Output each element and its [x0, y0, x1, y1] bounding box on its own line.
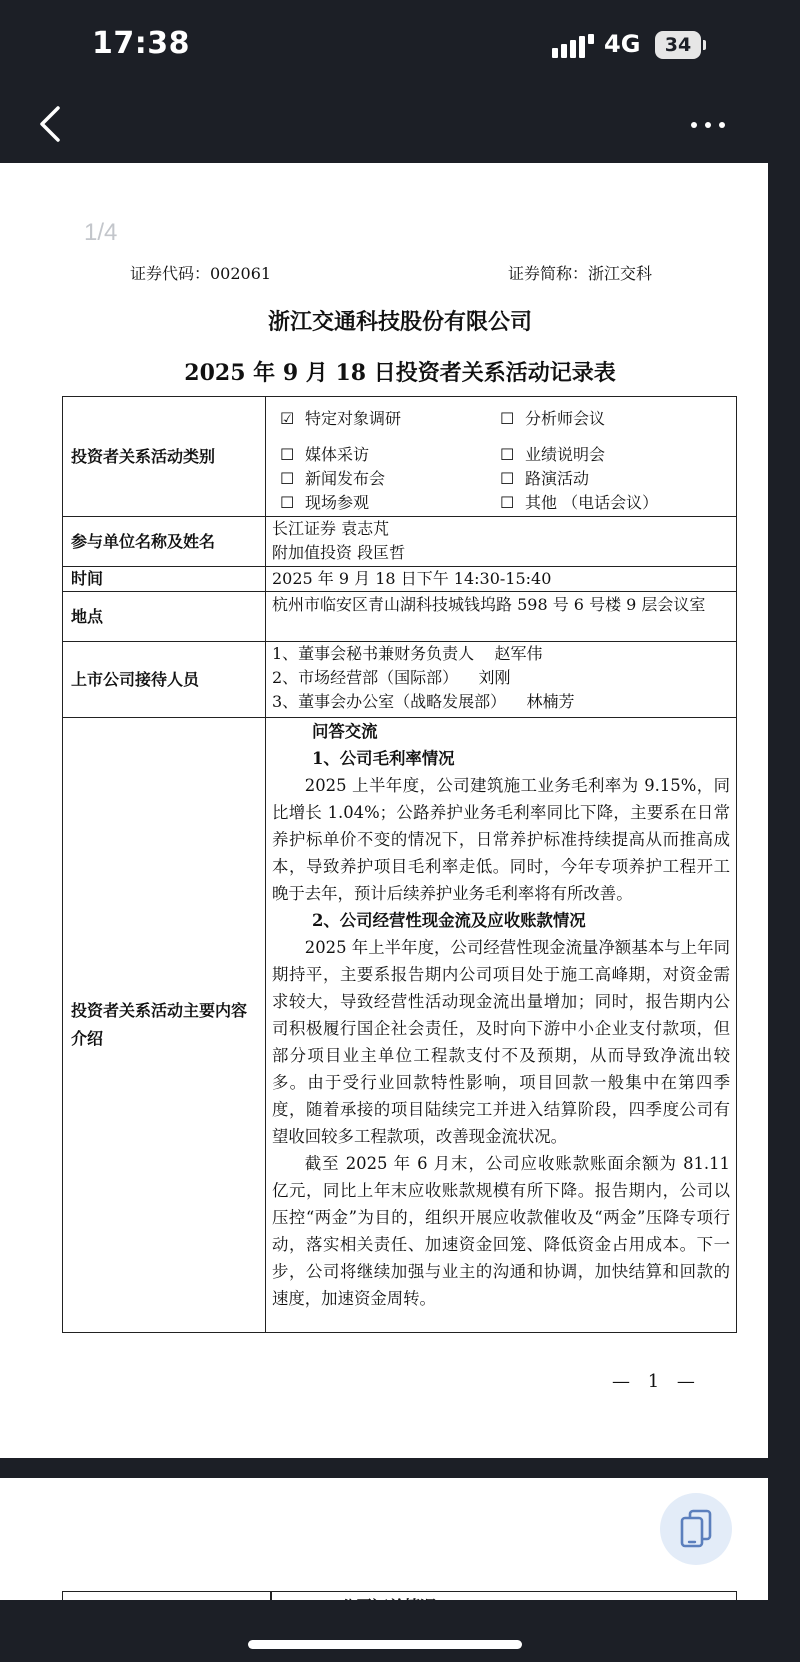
table-row — [63, 397, 737, 517]
activity-type-label: 投资者关系活动类别 — [63, 397, 266, 517]
section-paragraph: 截至 2025 年 6 月末，公司应收账款账面余额为 81.11 亿元，同比上年末应收账款规模有所下降。报告期内，公司以压控“两金”为目的，组织开展应收款催收及“两金”压降专项行动，落实相关责任、加速资金回笼、降低资金占用成本。下一步，公司将继续加强与业主的沟通和协调，加快结算和回款的速度，加速资金周转。 — [272, 1154, 730, 1308]
network-type: 4G — [604, 30, 641, 58]
more-dots-icon — [691, 122, 697, 128]
activity-type-text: 特定对象调研 — [305, 409, 402, 428]
top-bar — [0, 0, 768, 163]
checked-box-icon: ☑ — [280, 409, 295, 428]
activity-type-checkbox — [280, 467, 500, 491]
activity-type-text: 新闻发布会 — [305, 469, 386, 488]
table-row — [63, 567, 737, 592]
receptionist-item: 1、董事会秘书兼财务负责人 赵军伟 — [272, 644, 543, 663]
section-heading: 1、公司毛利率情况 — [312, 749, 455, 768]
unchecked-box-icon: ☐ — [280, 493, 295, 512]
document-page-2[interactable] — [0, 1478, 768, 1600]
document-page-1[interactable] — [0, 163, 768, 1458]
time-label: 时间 — [63, 567, 266, 592]
receptionist-item: 2、市场经营部（国际部） 刘刚 — [272, 668, 511, 687]
table-row — [63, 517, 737, 567]
activity-type-checkbox — [500, 443, 730, 467]
section-heading: 2、公司经营性现金流及应收账款情况 — [312, 911, 586, 930]
record-table — [62, 396, 737, 1333]
activity-type-text: 分析师会议 — [525, 409, 606, 428]
activity-type-text: 现场参观 — [305, 493, 370, 512]
activity-type-checkbox — [500, 467, 730, 491]
copy-document-icon — [680, 1509, 712, 1549]
content-label: 投资者关系活动主要内容介绍 — [63, 718, 266, 1333]
unchecked-box-icon: ☐ — [500, 493, 515, 512]
signal-icon — [552, 34, 594, 58]
security-short-name: 证券简称：浙江交科 — [508, 264, 653, 283]
activity-type-checkbox — [280, 407, 500, 431]
participant-item: 长江证券 袁志芃 — [272, 519, 390, 538]
participants-label: 参与单位名称及姓名 — [63, 517, 266, 567]
activity-type-checkbox — [280, 491, 500, 515]
activity-type-checkbox — [280, 443, 500, 467]
back-button[interactable] — [34, 100, 68, 148]
receptionists-label: 上市公司接待人员 — [63, 642, 266, 718]
receptionist-item: 3、董事会办公室（战略发展部） 林楠芳 — [272, 692, 575, 711]
battery-icon: 34 — [655, 31, 701, 59]
section-paragraph: 2025 上半年度，公司建筑施工业务毛利率为 9.15%，同比增长 1.04%；公路养护业务毛利率同比下降，主要系在日常养护标单价不变的情况下，日常养护标准持续提高从而推高成本，导致养护项目毛利率走低。同时，今年专项养护工程开工晚于去年，预计后续养护业务毛利率将有所改善。 — [272, 776, 730, 903]
activity-type-text: 业绩说明会 — [525, 445, 606, 464]
unchecked-box-icon: ☐ — [500, 469, 515, 488]
status-time: 17:38 — [92, 26, 190, 61]
page-counter: 1/4 — [84, 219, 118, 246]
unchecked-box-icon: ☐ — [500, 445, 515, 464]
activity-type-checkbox — [500, 491, 730, 515]
location-value: 杭州市临安区青山湖科技城钱坞路 598 号 6 号楼 9 层会议室 — [266, 592, 737, 642]
copy-document-button[interactable] — [660, 1493, 732, 1565]
security-code: 证券代码：002061 — [130, 264, 272, 283]
home-indicator[interactable] — [248, 1640, 522, 1649]
section-paragraph: 2025 年上半年度，公司经营性现金流量净额基本与上年同期持平，主要系报告期内公司项目处于施工高峰期，对资金需求较大，导致经营性活动现金流出量增加；同时，报告期内公司积极履行国企社会责任，及时向下游中小企业支付款项，但部分项目业主单位工程款支付不及预期，从而导致净流出较多。由于受行业回款特性影响，项目回款一般集中在第四季度，随着承接的项目陆续完工并进入结算阶段，四季度公司有望收回较多工程款项，改善现金流状况。 — [272, 938, 730, 1146]
activity-type-text: 路演活动 — [525, 469, 590, 488]
activity-type-text: 媒体采访 — [305, 445, 370, 464]
activity-type-checkbox — [500, 407, 730, 431]
table-row — [63, 592, 737, 642]
page-footer-number: — 1 — — [612, 1371, 701, 1392]
location-label: 地点 — [63, 592, 266, 642]
bottom-bar — [0, 1600, 768, 1662]
more-button[interactable] — [688, 110, 728, 140]
qa-heading: 问答交流 — [312, 722, 378, 741]
table-row — [63, 642, 737, 718]
activity-type-options — [266, 397, 737, 517]
page-separator — [0, 1458, 768, 1478]
time-value: 2025 年 9 月 18 日下午 14:30-15:40 — [266, 567, 737, 592]
chevron-left-icon — [34, 100, 68, 148]
unchecked-box-icon: ☐ — [280, 445, 295, 464]
participant-item: 附加值投资 段匡哲 — [272, 543, 406, 562]
company-name: 浙江交通科技股份有限公司 — [267, 309, 532, 335]
unchecked-box-icon: ☐ — [500, 409, 515, 428]
table-row — [63, 718, 737, 1333]
document-title: 2025 年 9 月 18 日投资者关系活动记录表 — [184, 360, 616, 386]
unchecked-box-icon: ☐ — [280, 469, 295, 488]
activity-type-text: 其他 （电话会议） — [525, 493, 659, 512]
